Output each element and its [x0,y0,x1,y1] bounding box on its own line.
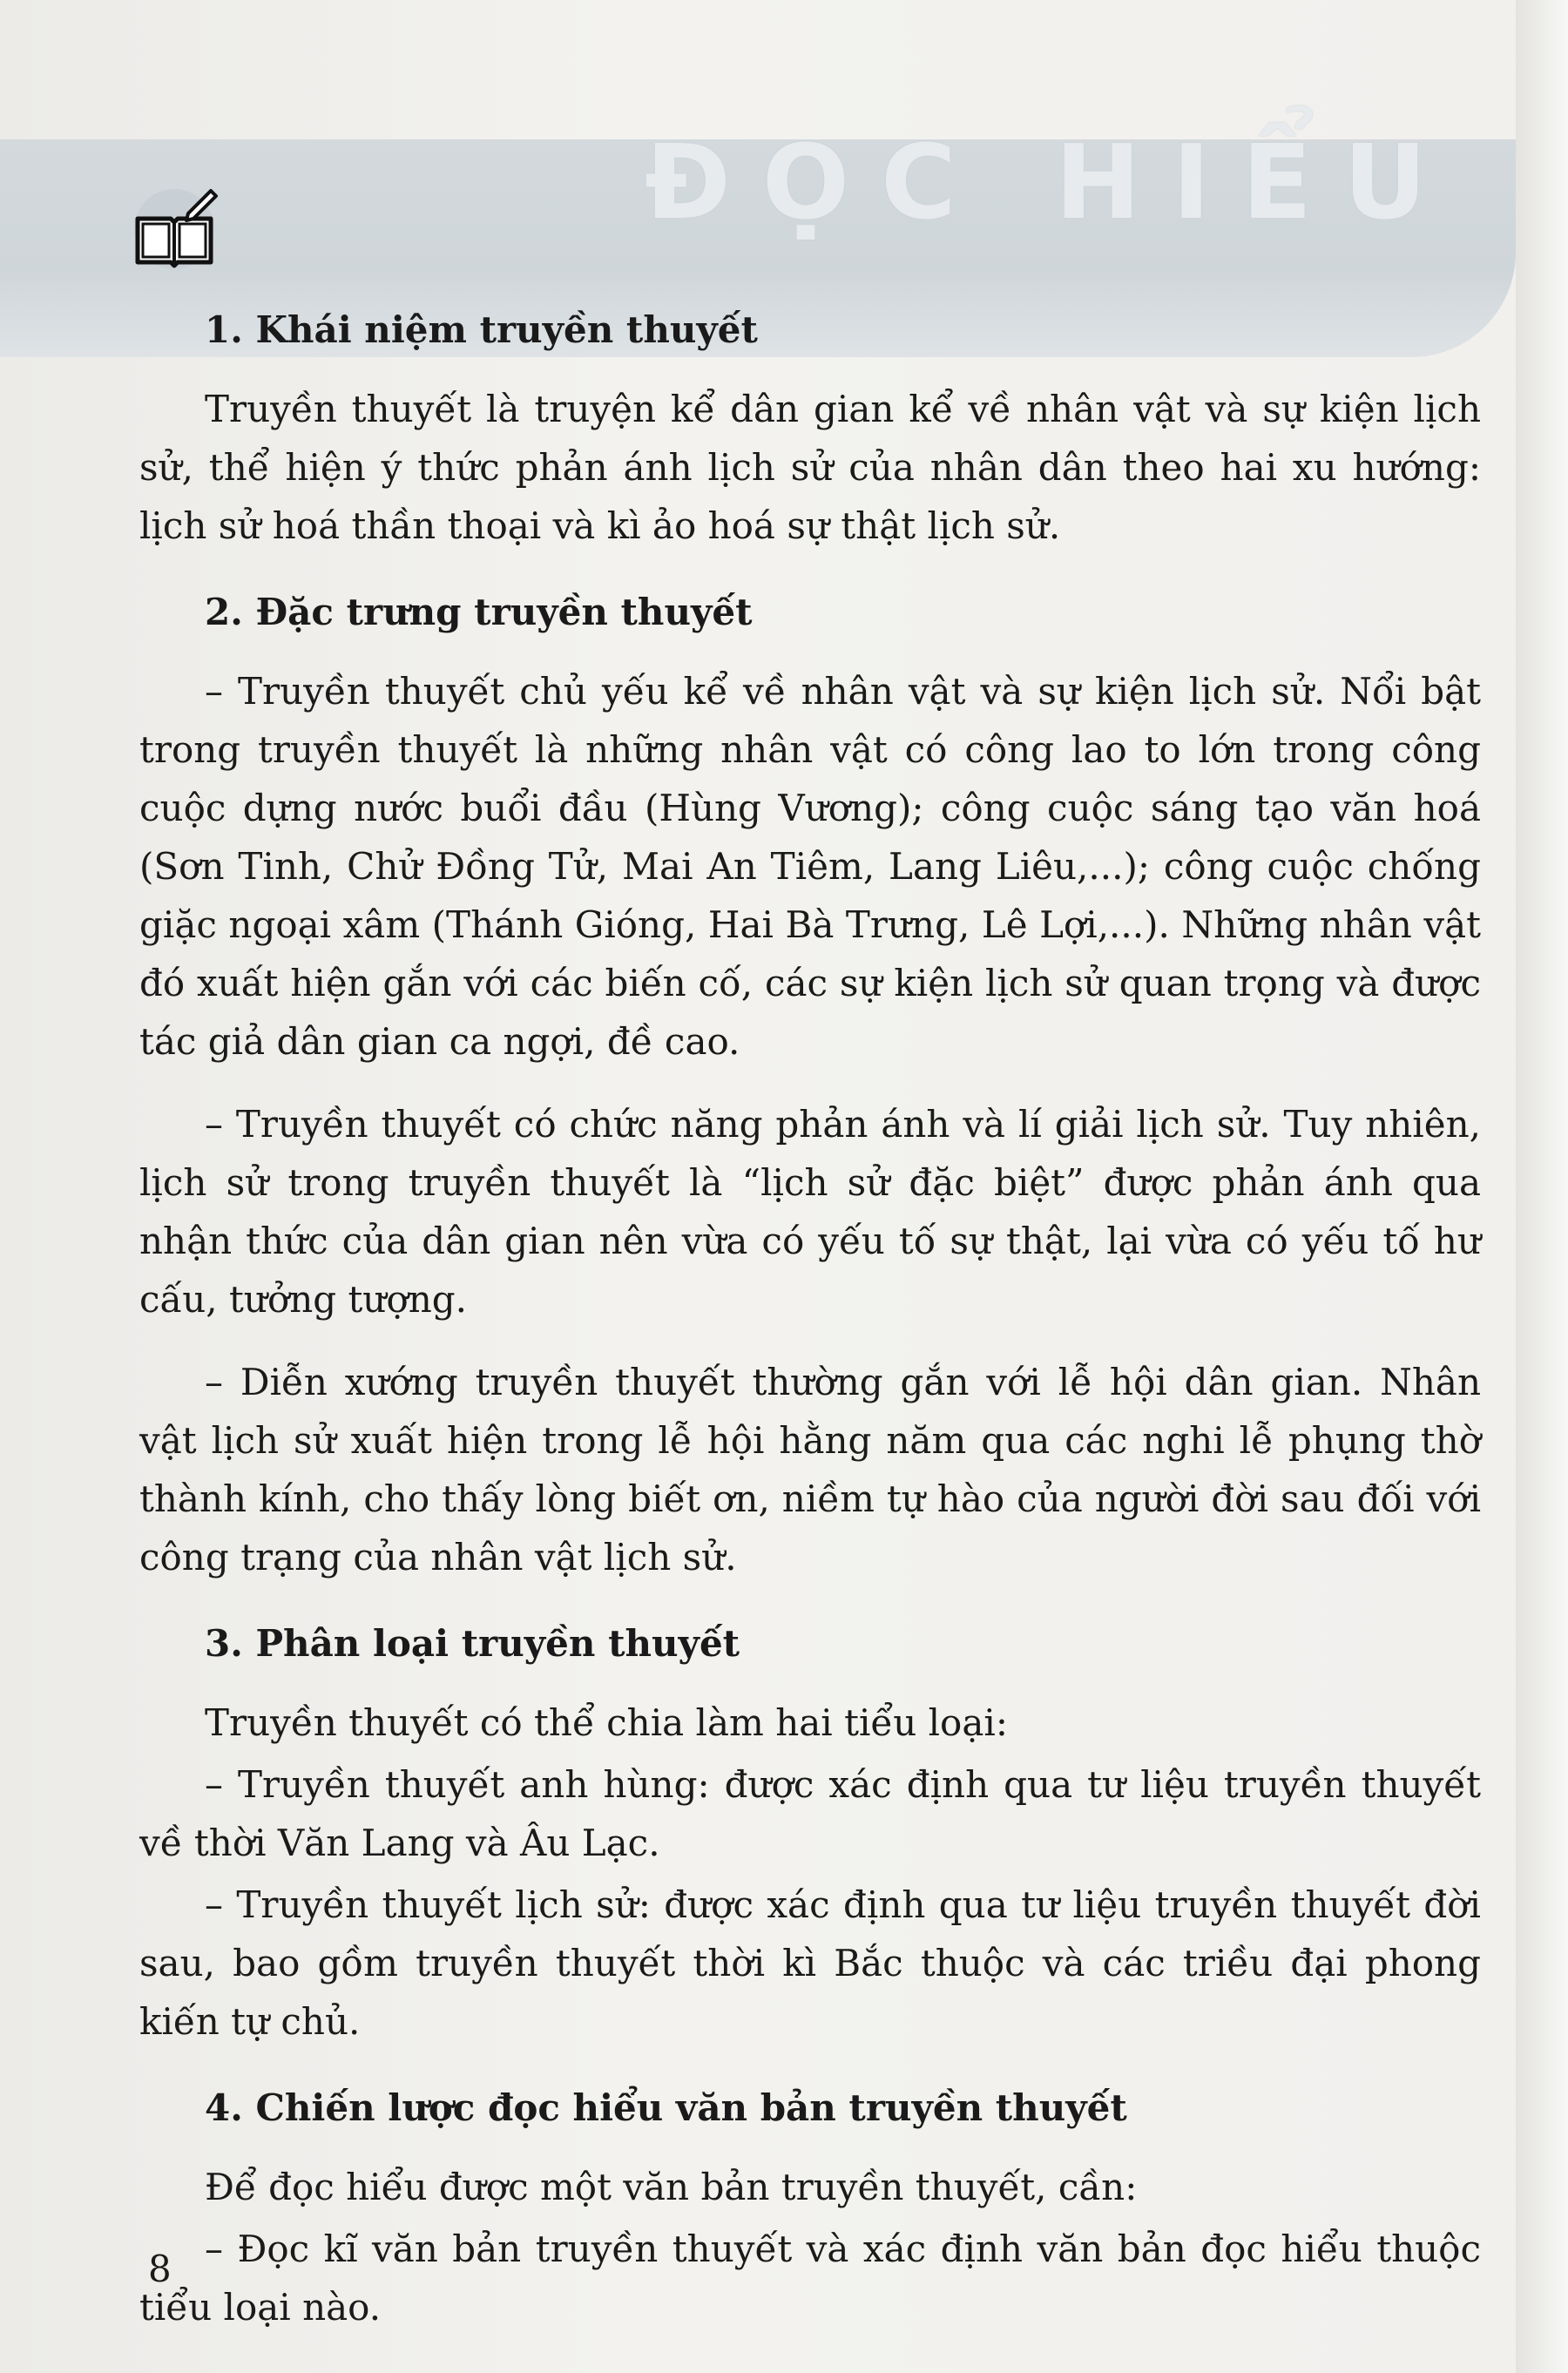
section-heading: 3. Phân loại truyền thuyết [205,1622,740,1665]
paragraph: Truyền thuyết là truyện kể dân gian kể về nhân vật và sự kiện lịch sử, thể hiện ý thức phản ánh lịch sử của nhân dân theo hai xu hướng: lịch sử hoá thần thoại và kì ảo hoá sự thật lịch sử. [139,388,1481,547]
page-edge [1516,0,1568,2373]
main-content [139,301,1481,2364]
intro-line: Truyền thuyết có thể chia làm hai tiểu loại: [205,1701,1008,1744]
page-number: 8 [148,2248,172,2290]
section-heading: 4. Chiến lược đọc hiểu văn bản truyền thuyết [205,2086,1127,2129]
section-heading: 1. Khái niệm truyền thuyết [205,308,758,351]
section-heading: 2. Đặc trưng truyền thuyết [205,591,753,633]
paragraph: – Truyền thuyết có chức năng phản ánh và lí giải lịch sử. Tuy nhiên, lịch sử trong truyền thuyết là “lịch sử đặc biệt” được phản ánh qua nhận thức của dân gian nên vừa có yếu tố sự thật, lại vừa có yếu tố hư cấu, tưởng tượng. [139,1103,1481,1321]
section-classification [139,1614,1481,2051]
book-pen-icon [131,187,218,274]
paragraph: – Truyền thuyết lịch sử: được xác định qua tư liệu truyền thuyết đời sau, bao gồm truyền thuyết thời kì Bắc thuộc và các triều đại phong kiến tự chủ. [139,1883,1481,2043]
section-strategy [139,2079,1481,2336]
intro-line: Để đọc hiểu được một văn bản truyền thuyết, cần: [205,2166,1138,2208]
header-title: ĐỌC HIỂU [645,122,1458,242]
paragraph: – Truyền thuyết chủ yếu kể về nhân vật và sự kiện lịch sử. Nổi bật trong truyền thuyết là những nhân vật có công lao to lớn trong công cuộc dựng nước buổi đầu (Hùng Vương); công cuộc sáng tạo văn hoá (Sơn Tinh, Chử Đồng Tử, Mai An Tiêm, Lang Liêu,...); công cuộc chống giặc ngoại xâm (Thánh Gióng, Hai Bà Trưng, Lê Lợi,...). Những nhân vật đó xuất hiện gắn với các biến cố, các sự kiện lịch sử quan trọng và được tác giả dân gian ca ngợi, đề cao. [139,670,1481,1063]
section-characteristics [139,583,1481,1586]
paragraph: – Đọc kĩ văn bản truyền thuyết và xác định văn bản đọc hiểu thuộc tiểu loại nào. [139,2228,1481,2329]
paragraph: – Diễn xướng truyền thuyết thường gắn với lễ hội dân gian. Nhân vật lịch sử xuất hiện trong lễ hội hằng năm qua các nghi lễ phụng thờ thành kính, cho thấy lòng biết ơn, niềm tự hào của người đời sau đối với công trạng của nhân vật lịch sử. [139,1361,1481,1579]
section-concept [139,301,1481,555]
paragraph: – Truyền thuyết anh hùng: được xác định qua tư liệu truyền thuyết về thời Văn Lang và Âu Lạc. [139,1763,1481,1864]
